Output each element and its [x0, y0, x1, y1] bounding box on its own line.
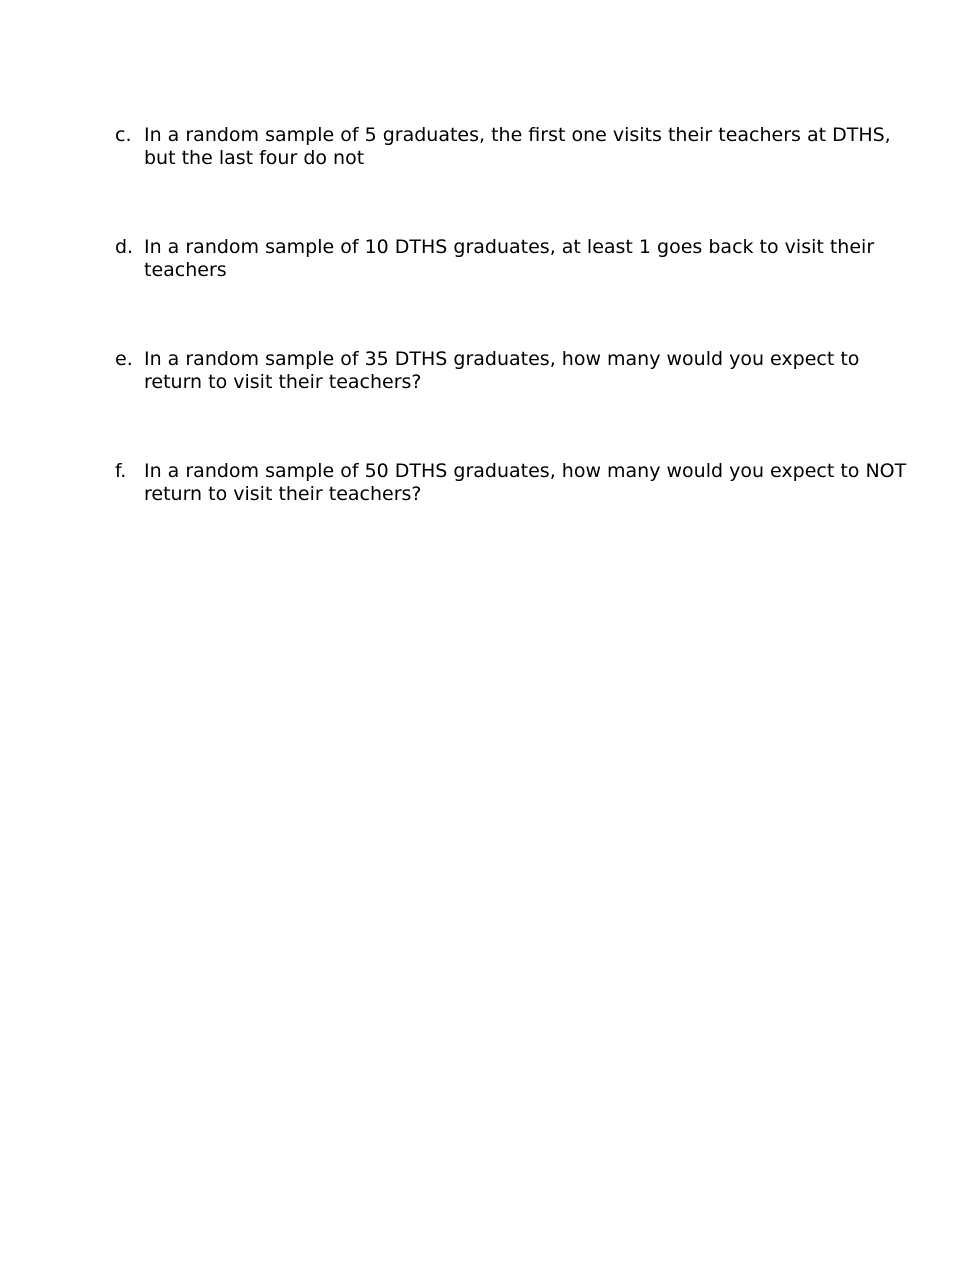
question-letter: f. — [115, 460, 127, 482]
question-text: In a random sample of 5 graduates, the first one visits their teachers at DTHS, but the last four do not — [144, 124, 891, 169]
question-list — [115, 124, 935, 572]
question-text: In a random sample of 10 DTHS graduates, at least 1 goes back to visit their teachers — [144, 236, 875, 281]
question-text: In a random sample of 50 DTHS graduates, how many would you expect to NOT return to visit their teachers? — [144, 460, 907, 505]
question-f — [115, 460, 935, 505]
question-letter: d. — [115, 236, 134, 258]
question-letter: c. — [115, 124, 132, 146]
question-letter: e. — [115, 348, 133, 370]
question-d — [115, 236, 935, 281]
question-c — [115, 124, 935, 169]
question-e — [115, 348, 935, 393]
question-text: In a random sample of 35 DTHS graduates, how many would you expect to return to visit their teachers? — [144, 348, 860, 393]
